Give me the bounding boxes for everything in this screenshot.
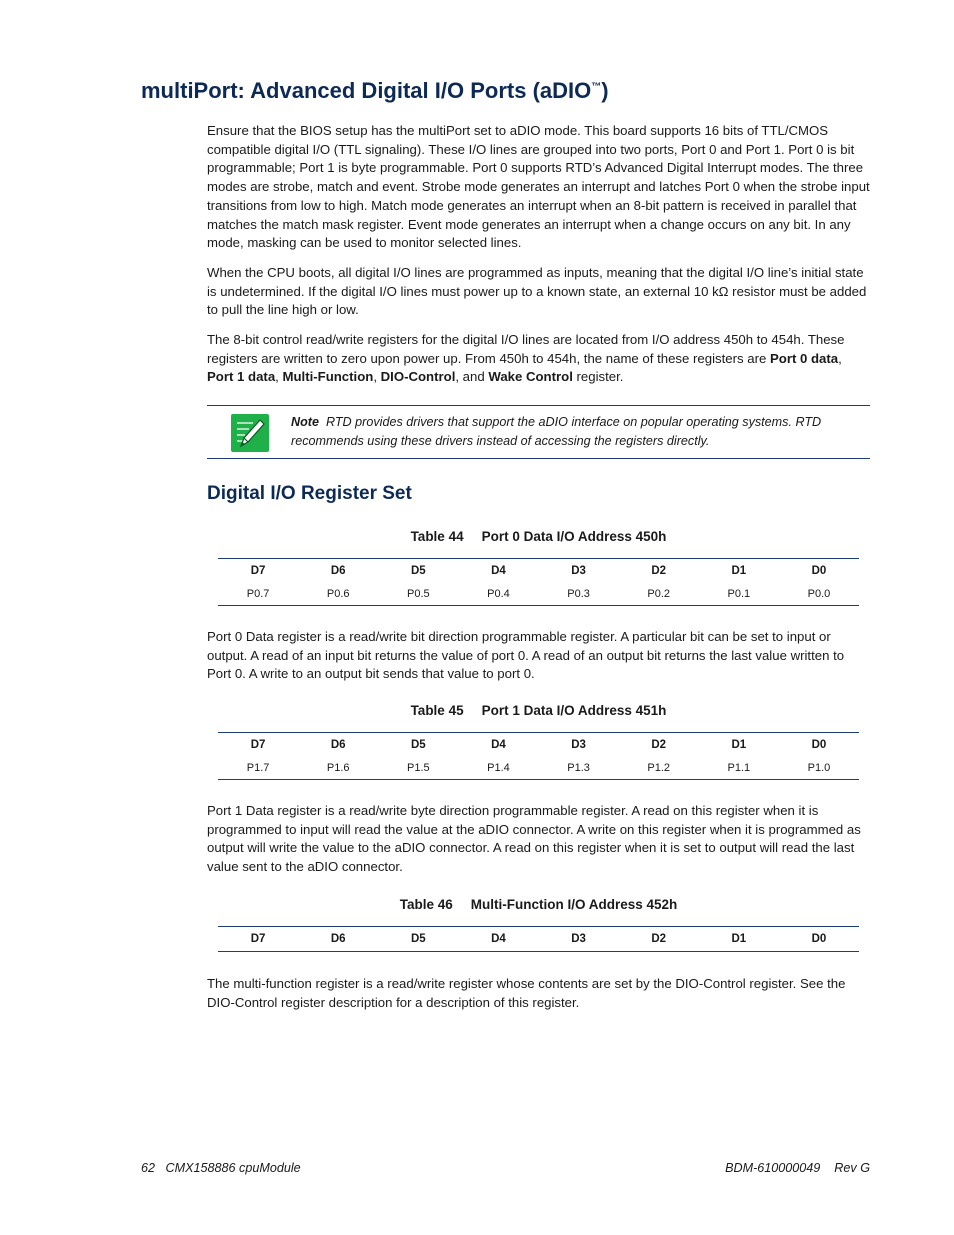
page-number: 62 — [141, 1161, 156, 1175]
product-name: CMX158886 cpuModule — [165, 1161, 301, 1175]
section-heading: Digital I/O Register Set — [207, 483, 412, 504]
table-cell: P1.0 — [807, 762, 831, 774]
table-caption: Table 44 Port 0 Data I/O Address 450h — [410, 529, 667, 544]
table-header-cell: D6 — [330, 933, 346, 945]
table-header-cell: D6 — [330, 739, 346, 751]
table-cell: P0.5 — [406, 588, 430, 600]
register-table-port0 — [218, 558, 859, 606]
document-number: BDM-610000049 — [725, 1161, 821, 1175]
note-box — [207, 405, 870, 459]
table-header-cell: D4 — [491, 739, 506, 751]
table-header-cell: D6 — [330, 565, 346, 577]
table-header-cell: D1 — [731, 739, 747, 751]
table-header-row — [218, 559, 859, 584]
paragraph-port0: Port 0 Data register is a read/write bit direction programmable register. A particular bit can be set to input or output. A read of an input bit returns the value of port 0. A read of an output bit returns the last value written to Port 0. A write to an output bit sends that value to port 0. — [207, 629, 845, 682]
page-heading: multiPort: Advanced Digital I/O Ports (aDIO™) — [141, 78, 609, 103]
table-cell: P0.7 — [246, 588, 270, 600]
table-header-cell: D4 — [491, 565, 506, 577]
table-cell: P0.4 — [487, 588, 510, 600]
table-header-cell: D4 — [491, 933, 506, 945]
table-cell: P0.6 — [326, 588, 350, 600]
table-header-cell: D1 — [731, 933, 747, 945]
table-header-cell: D3 — [571, 565, 586, 577]
table-cell: P1.4 — [487, 762, 510, 774]
table-header-cell: D2 — [651, 739, 667, 751]
table-cell: P1.3 — [567, 762, 590, 774]
table-cell: P0.2 — [647, 588, 670, 600]
paragraph-cpu-boot: When the CPU boots, all digital I/O lines are programmed as inputs, meaning that the digital I/O line’s initial state is undetermined. If the digital I/O lines must power up to a known state, an external 10 kΩ resistor must be added to pull the line high or low. — [207, 265, 867, 318]
register-table-multifunction — [218, 926, 859, 952]
paragraph-port1: Port 1 Data register is a read/write byte direction programmable register. A read on this register when it is programmed to input will read the value at the aDIO connector. A write on this register when it is programmed as output will write the value to the aDIO connector. A read on this register when it is set to output will read the last value sent to the aDIO connector. — [207, 803, 861, 875]
table-header-cell: D7 — [250, 933, 266, 945]
table-cell: P0.3 — [567, 588, 590, 600]
table-row — [218, 583, 859, 606]
table-cell: P1.1 — [727, 762, 751, 774]
table-header-cell: D1 — [731, 565, 747, 577]
table-cell: P1.5 — [406, 762, 430, 774]
table-header-cell: D7 — [250, 739, 266, 751]
register-table-port1 — [218, 732, 859, 780]
table-row — [218, 757, 859, 780]
note-text: Note RTD provides drivers that support the aDIO interface on popular operating systems. RTD recommends using these drivers instead of accessing the registers directly. — [291, 415, 822, 448]
table-header-row — [218, 927, 859, 952]
table-header-cell: D3 — [571, 933, 586, 945]
table-caption: Table 46 Multi-Function I/O Address 452h — [399, 897, 678, 912]
table-header-cell: D5 — [410, 739, 426, 751]
paragraph-adio-intro: Ensure that the BIOS setup has the multiPort set to aDIO mode. This board supports 16 bits of TTL/CMOS compatible digital I/O (TTL signaling). These I/O lines are grouped into two ports, Port 0 and Port 1. Port 0 is bit programmable; Port 1 is byte programmable. Port 0 supports RTD’s Advanced Digital Interrupt modes. The three modes are strobe, match and event. Strobe mode generates an interrupt and latches Port 0 when the strobe input transitions from low to high. Match mode generates an interrupt when an 8-bit pattern is received in parallel that matches the match mask register. Event mode generates an interrupt when a change occurs on any bit. In any mode, masking can be used to monitor selected lines. — [207, 123, 870, 251]
table-cell: P1.7 — [246, 762, 270, 774]
table-cell: P1.2 — [647, 762, 670, 774]
table-cell: P0.0 — [807, 588, 831, 600]
table-header-cell: D5 — [410, 565, 426, 577]
table-header-row — [218, 733, 859, 758]
pencil-note-icon — [231, 414, 269, 452]
paragraph-multifunction: The multi-function register is a read/write register whose contents are set by the DIO-Control register. See the DIO-Control register description for a description of this register. — [207, 976, 846, 1010]
table-cell: P0.1 — [727, 588, 751, 600]
table-caption: Table 45 Port 1 Data I/O Address 451h — [410, 703, 667, 718]
table-header-cell: D2 — [651, 565, 667, 577]
table-header-cell: D7 — [250, 565, 266, 577]
table-cell: P1.6 — [326, 762, 350, 774]
footer-left — [141, 1161, 301, 1175]
table-header-cell: D5 — [410, 933, 426, 945]
paragraph-control-registers: The 8-bit control read/write registers for the digital I/O lines are located from I/O address 450h to 454h. These registers are written to zero upon power up. From 450h to 454h, the name of these registers are Port 0 data, Port 1 data, Multi-Function, DIO-Control, and Wake Control register. — [207, 332, 845, 385]
revision: Rev G — [834, 1161, 870, 1175]
table-header-cell: D0 — [811, 739, 827, 751]
table-header-cell: D0 — [811, 565, 827, 577]
table-header-cell: D2 — [651, 933, 667, 945]
footer-right — [725, 1161, 870, 1175]
table-header-cell: D0 — [811, 933, 827, 945]
table-header-cell: D3 — [571, 739, 586, 751]
